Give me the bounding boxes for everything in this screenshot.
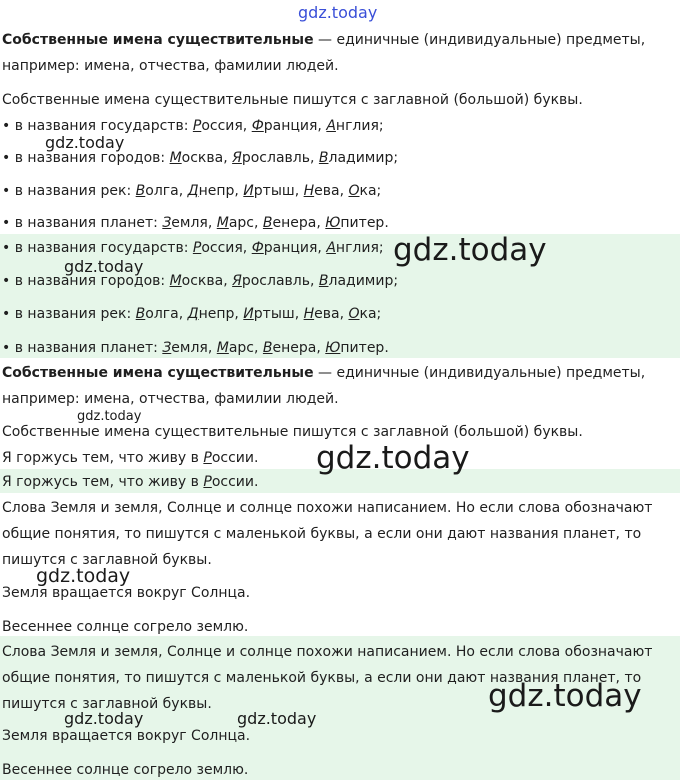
list-rivers: [0, 179, 680, 203]
proper-noun: Англия;: [326, 118, 384, 134]
capital-letter: И: [243, 306, 254, 322]
capital-letter: В: [135, 183, 146, 199]
explanation-line-1-repeat: Слова Земля и земля, Солнце и солнце похожи написанием. Но если слова обозначают: [2, 644, 653, 660]
capital-letter: Р: [203, 450, 212, 466]
explanation-line-2-repeat: общие понятия, то пишутся с маленькой буквы, а если они дают названия планет, то: [2, 670, 642, 686]
capital-letter: М: [216, 340, 229, 356]
capital-letter: О: [348, 183, 360, 199]
example-1-repeat: Земля вращается вокруг Солнца.: [2, 728, 251, 744]
watermark: gdz.today: [77, 409, 142, 424]
proper-noun: Волга,: [135, 183, 188, 199]
list-cities-2: [0, 269, 680, 293]
capital-letter: В: [262, 340, 273, 356]
proper-noun: Владимир;: [318, 150, 399, 166]
example-2: Весеннее солнце согрело землю.: [2, 619, 249, 635]
definition-line-2-repeat: например: имена, отчества, фамилии людей.: [2, 391, 339, 407]
capital-letter: О: [348, 306, 360, 322]
proper-noun: Франция,: [251, 240, 327, 256]
sentence-prefix: Я горжусь тем, что живу в: [2, 474, 204, 490]
capital-letter: Д: [187, 183, 199, 199]
watermark: gdz.today: [64, 257, 144, 276]
proper-noun: Днепр,: [187, 306, 244, 322]
capital-letter: М: [169, 273, 182, 289]
proper-noun: Москва,: [169, 150, 233, 166]
proper-noun: Земля,: [162, 215, 217, 231]
capital-letter: А: [326, 118, 336, 134]
watermark: gdz.today: [45, 133, 125, 152]
proper-noun: Иртыш,: [243, 306, 304, 322]
proper-noun: Ярославль,: [232, 273, 319, 289]
proper-noun: Днепр,: [187, 183, 244, 199]
definition-text: — единичные (индивидуальные) предметы,: [313, 32, 646, 48]
capital-letter: Р: [192, 118, 202, 134]
explanation-line-3: пишутся с заглавной буквы.: [2, 552, 212, 568]
watermark: gdz.today: [488, 678, 642, 714]
list-prefix: • в названия государств:: [2, 118, 193, 134]
capital-letter: З: [162, 215, 172, 231]
list-prefix: • в названия планет:: [2, 340, 163, 356]
proper-noun: Юпитер.: [325, 340, 389, 356]
watermark: gdz.today: [237, 709, 317, 728]
proper-noun: Ока;: [348, 183, 382, 199]
list-prefix: • в названия государств:: [2, 240, 193, 256]
proper-noun: Россия,: [192, 118, 252, 134]
list-planets: [0, 211, 680, 235]
capital-letter: Ю: [325, 215, 341, 231]
capital-letter: В: [135, 306, 146, 322]
capital-letter: В: [318, 150, 329, 166]
proper-noun: Нева,: [303, 306, 349, 322]
sentence-rest: оссии.: [211, 474, 259, 490]
proper-noun: Ярославль,: [232, 150, 319, 166]
proper-noun: Земля,: [162, 340, 217, 356]
proper-noun: Юпитер.: [325, 215, 389, 231]
definition-text: — единичные (индивидуальные) предметы,: [313, 365, 646, 381]
watermark: gdz.today: [64, 709, 144, 728]
proper-noun: Россия,: [192, 240, 252, 256]
capital-letter: В: [262, 215, 273, 231]
list-prefix: • в названия рек:: [2, 306, 136, 322]
list-prefix: • в названия планет:: [2, 215, 163, 231]
proper-noun: Волга,: [135, 306, 188, 322]
explanation-line-2: общие понятия, то пишутся с маленькой буквы, а если они дают названия планет, то: [2, 526, 642, 542]
proper-noun: Марс,: [216, 215, 263, 231]
sentence-rest: оссии.: [211, 450, 259, 466]
capital-letter: Н: [303, 183, 315, 199]
capital-letter: Р: [203, 474, 212, 490]
watermark: gdz.today: [393, 232, 547, 268]
term: Собственные имена существительные: [2, 32, 314, 48]
capital-letter: Ю: [325, 340, 341, 356]
list-prefix: • в названия городов:: [2, 150, 170, 166]
proper-noun: Иртыш,: [243, 183, 304, 199]
list-planets-2: [0, 336, 680, 360]
proper-noun: Венера,: [262, 340, 326, 356]
example-1: Земля вращается вокруг Солнца.: [2, 585, 251, 601]
proper-noun: Ока;: [348, 306, 382, 322]
capital-letter: М: [169, 150, 182, 166]
watermark: gdz.today: [36, 565, 131, 587]
proper-noun: Англия;: [326, 240, 384, 256]
definition-line-2: например: имена, отчества, фамилии людей.: [2, 58, 339, 74]
capital-letter: Н: [303, 306, 315, 322]
list-rivers-2: [0, 302, 680, 326]
capital-letter: В: [318, 273, 329, 289]
capital-letter: И: [243, 183, 254, 199]
sentence-repeat: [0, 470, 680, 494]
watermark: gdz.today: [316, 440, 470, 476]
list-prefix: • в названия городов:: [2, 273, 170, 289]
proper-noun: Марс,: [216, 340, 263, 356]
explanation-line-1: Слова Земля и земля, Солнце и солнце похожи написанием. Но если слова обозначают: [2, 500, 653, 516]
capital-letter: Я: [232, 150, 242, 166]
explanation-line-3-repeat: пишутся с заглавной буквы.: [2, 696, 212, 712]
sentence-prefix: Я горжусь тем, что живу в: [2, 450, 204, 466]
list-cities: [0, 146, 680, 170]
capital-letter: М: [216, 215, 229, 231]
capital-letter: Д: [187, 306, 199, 322]
capital-letter: Ф: [251, 240, 264, 256]
rule-line: Собственные имена существительные пишутся с заглавной (большой) буквы.: [2, 92, 583, 108]
definition-line-1-repeat: [0, 361, 680, 385]
proper-noun: Москва,: [169, 273, 233, 289]
proper-noun: Франция,: [251, 118, 327, 134]
proper-noun: Владимир;: [318, 273, 399, 289]
list-prefix: • в названия рек:: [2, 183, 136, 199]
capital-letter: А: [326, 240, 336, 256]
capital-letter: Р: [192, 240, 202, 256]
term: Собственные имена существительные: [2, 365, 314, 381]
capital-letter: Ф: [251, 118, 264, 134]
proper-noun: Нева,: [303, 183, 349, 199]
definition-line-1: [0, 28, 680, 52]
rule-line-repeat: Собственные имена существительные пишутся с заглавной (большой) буквы.: [2, 424, 583, 440]
proper-noun: Венера,: [262, 215, 326, 231]
watermark-top: gdz.today: [298, 3, 378, 22]
capital-letter: З: [162, 340, 172, 356]
example-2-repeat: Весеннее солнце согрело землю.: [2, 762, 249, 778]
capital-letter: Я: [232, 273, 242, 289]
